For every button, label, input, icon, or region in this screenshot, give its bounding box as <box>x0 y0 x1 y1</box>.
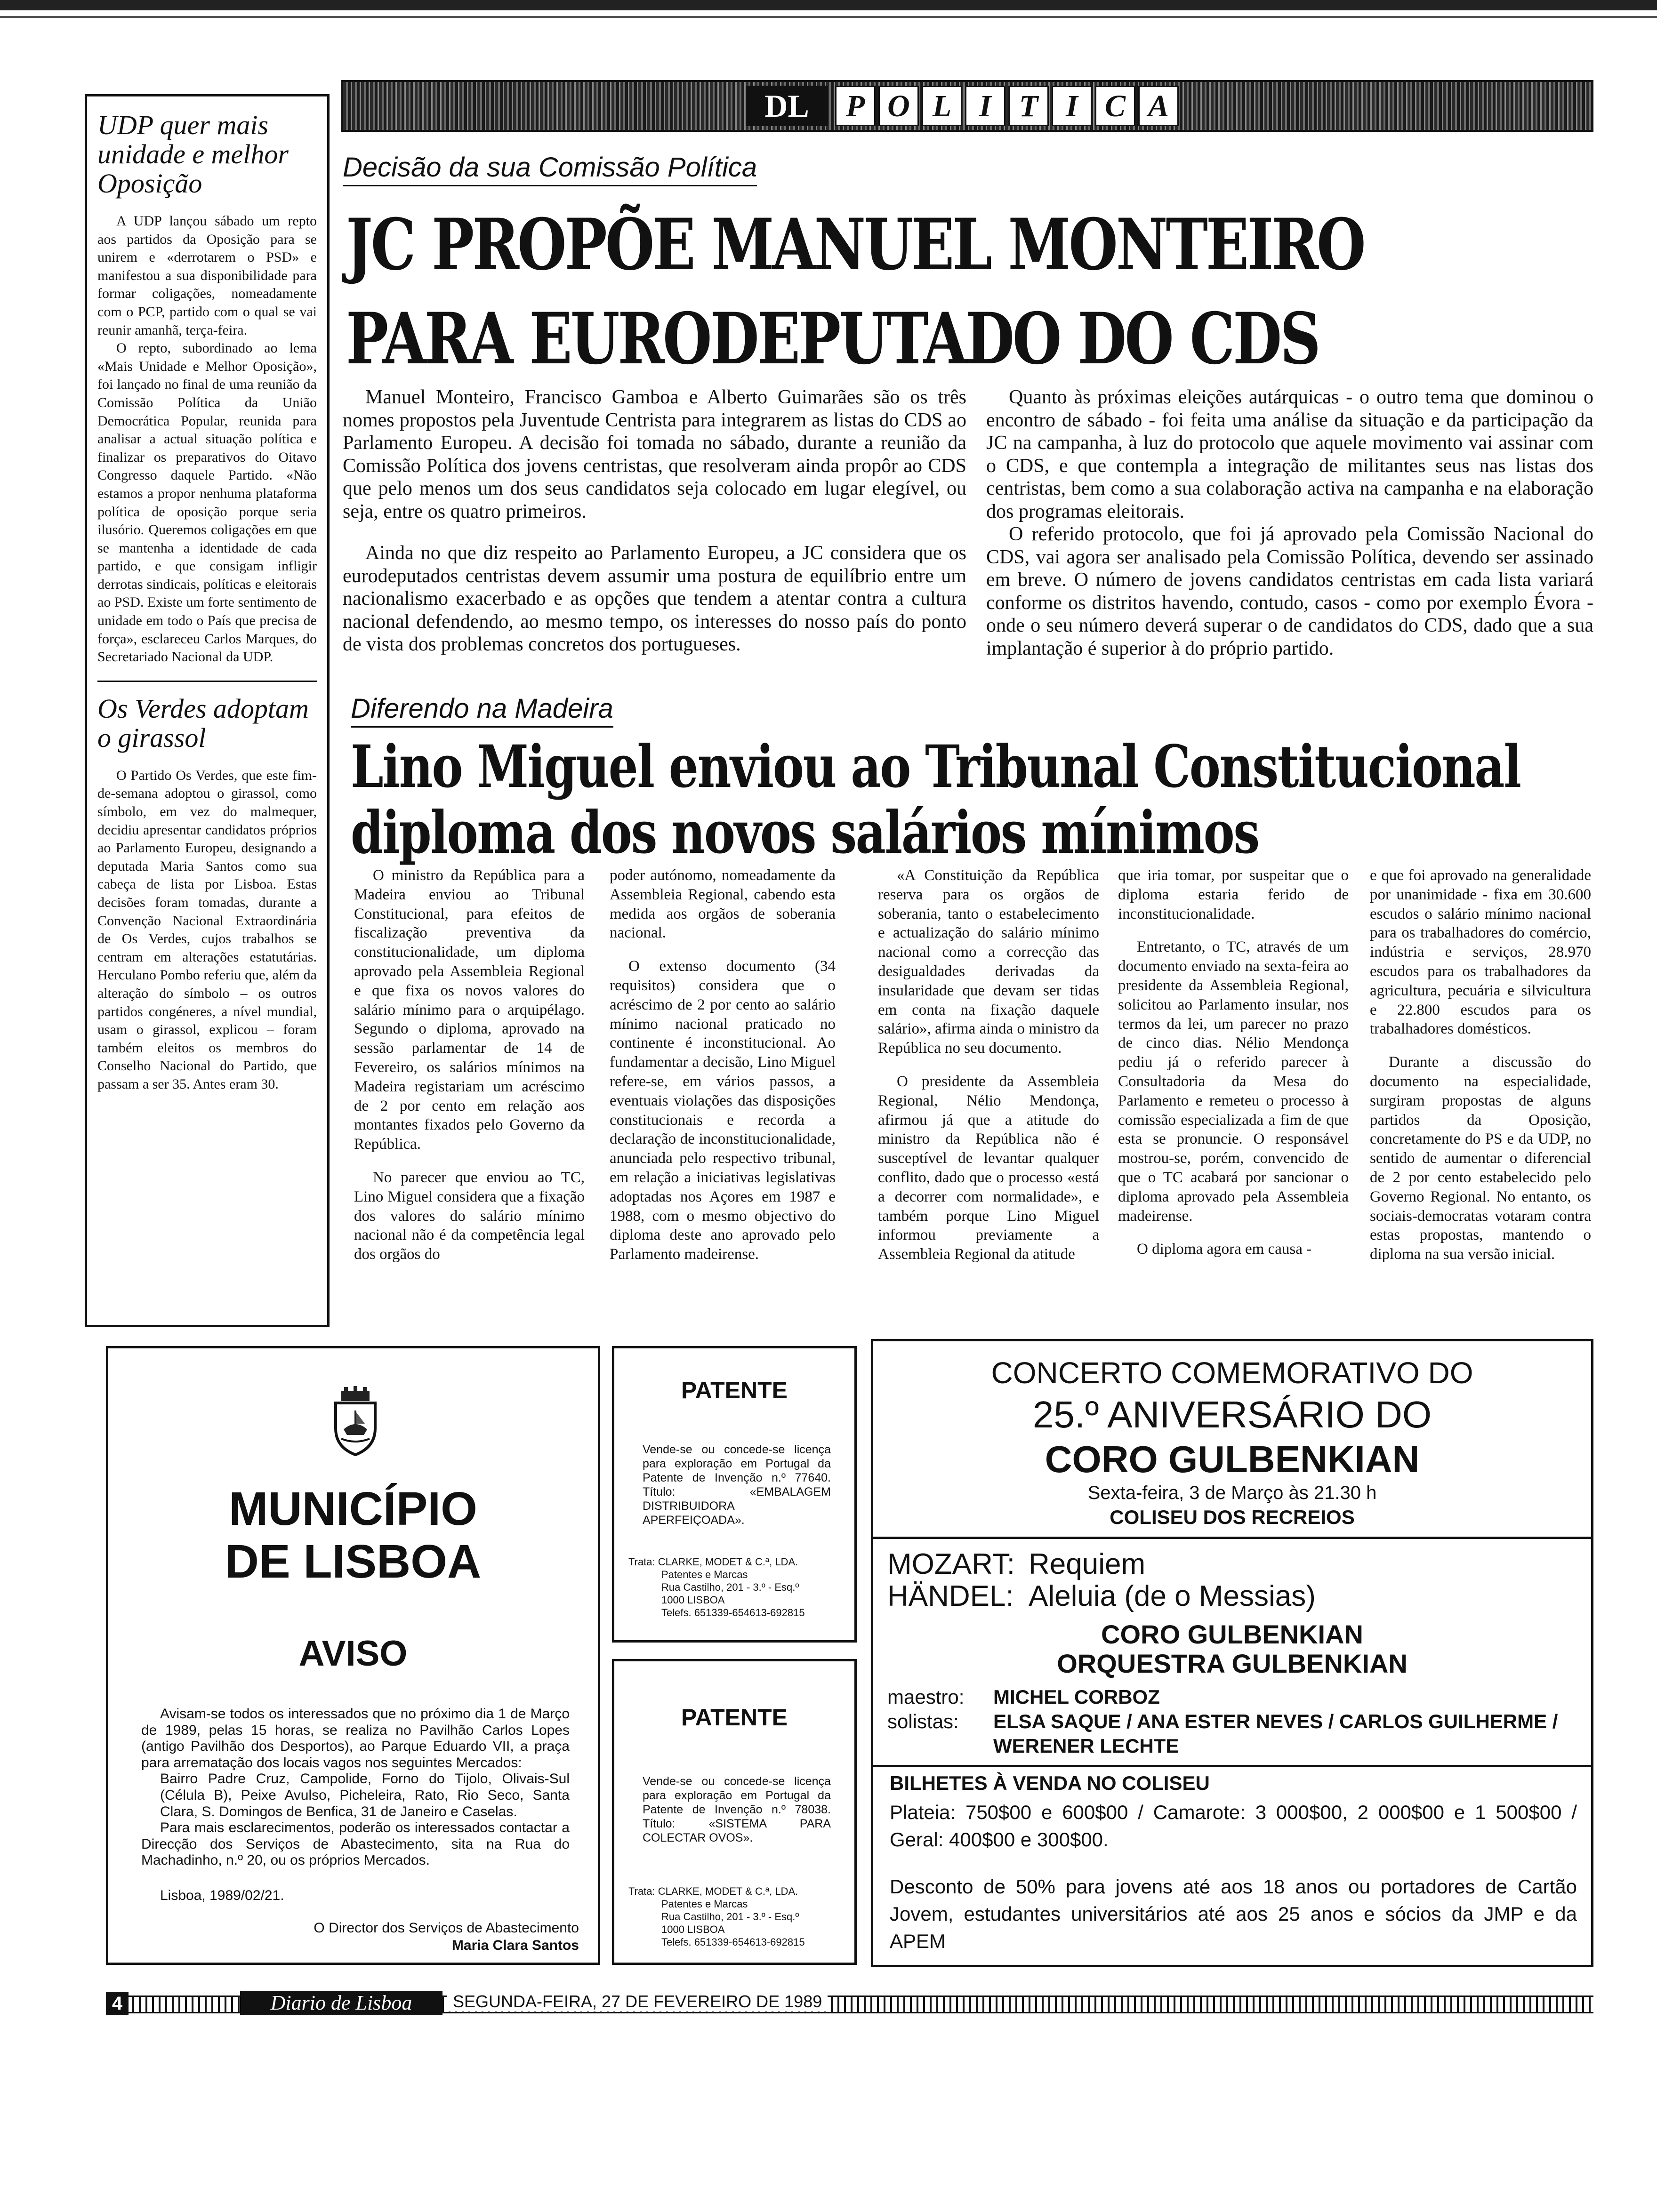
ad-patente-2 <box>612 1659 857 1965</box>
udp-body <box>97 212 317 666</box>
article2-paragraph: Durante a discussão do documento na especialidade, surgiram propostas de alguns partidos da Oposição, concretamente do PS e da UDP, no sentido de aumentar o diferencial de 2 por cento estabelecido pelo Governo Regional. No entanto, os sociais-democratas votaram contra estas propostas, mantendo o diploma na sua versão inicial. <box>1370 1054 1591 1263</box>
footer-date: SEGUNDA-FEIRA, 27 DE FEVEREIRO DE 1989 <box>447 1992 828 2012</box>
municipio-notice <box>141 1706 570 1904</box>
article2-kicker: Diferendo na Madeira <box>351 693 613 728</box>
tickets-heading: BILHETES À VENDA NO COLISEU <box>890 1772 1210 1794</box>
patent-contact <box>628 1555 845 1619</box>
lisbon-coat-of-arms-icon <box>327 1386 384 1457</box>
solistas-row <box>887 1709 1584 1758</box>
patent-title: PATENTE <box>681 1377 788 1403</box>
section-letter: O <box>878 86 919 126</box>
patent-text: Vende-se ou concede-se licença para exploração em Portugal da Patente de Invenção n.º 78038. Título: «SISTEMA PARA COLECTAR OVOS». <box>643 1775 831 1844</box>
udp-paragraph-2: O repto, subordinado ao lema «Mais Unidade e Melhor Oposição», foi lançado no final de uma reunião da Comissão Política da União Democrática Popular, reunida para analisar a actual situação política e finalizar os preparativos do Oitavo Congresso daquele Partido. «Não estamos a propor nenhuma plataforma política de oposição porque seria ilusório. Queremos coligações em que se mantenha a identidade de cada partido, e que consigam infligir derrotas sindicais, políticas e eleitorais ao PSD. Existe um forte sentimento de unidade em todo o País que precisa de força», esclareceu Carlos Marques, do Secretariado Nacional da UDP. <box>97 340 317 665</box>
ensemble-orchestra: ORQUESTRA GULBENKIAN <box>1057 1649 1408 1678</box>
article2-paragraph: O ministro da República para a Madeira enviou ao Tribunal Constitucional, para efeitos de fiscalização preventiva da constitucionalidade, um diploma aprovado pela Assembleia Regional e que fixa os novos valores do salário mínimo para o arquipélago. Segundo o diploma, aprovado na sessão parlamentar de 14 de Fevereiro, os salários mínimos na Madeira registariam um acréscimo de 2 por cento em relação aos montantes fixados pelo Governo da República. <box>354 867 585 1153</box>
municipio-title-line1: MUNICÍPIO <box>229 1483 477 1535</box>
section-letter: L <box>922 86 962 126</box>
udp-paragraph-1: A UDP lançou sábado um repto aos partidos da Oposição para se unirem e «derrotarem o PSD» e manifestou a sua disponibilidade para formar coligações, nomeadamente com o PCP, partido com o qual se vai reunir amanhã, terça-feira. <box>97 213 317 338</box>
article2-paragraph: e que foi aprovado na generalidade por unanimidade - fixa em 30.600 escudos o salário mínimo nacional para os trabalhadores do comércio, indústria e serviços, 28.970 escudos para os trabalhadores da agricultura, pecuária e silvicultura e 22.800 escudos para os trabalhadores domésticos. <box>1370 867 1591 1038</box>
concert-performers <box>887 1685 1584 1758</box>
patent-contact-line: Rua Castilho, 201 - 3.º - Esq.º <box>661 1581 799 1593</box>
article2-column-4 <box>1118 866 1349 1273</box>
article2-paragraph: O diploma agora em causa - <box>1137 1241 1312 1258</box>
solistas-label: solistas: <box>887 1710 959 1732</box>
verdes-paragraph-1: O Partido Os Verdes, que este fim-de-semana adoptou o girassol, como símbolo, em vez do malmequer, decidiu apresentar candidatos próprios ao Parlamento Europeu, designando a deputada Maria Santos como sua cabeça de lista por Lisboa. Estas decisões foram tomadas, durante a Convenção Nacional Extraordinária de Os Verdes, cujos trabalhos se centram em alterações estatutárias. Herculano Pombo referiu que, além da alteração do símbolo – os outros partidos congéneres, a nível mundial, usam o girassol, explicou – foram também eleitos os membros do Conselho Nacional do Partido, que passam a ser 35. Antes eram 30. <box>97 767 317 1092</box>
ensemble-choir: CORO GULBENKIAN <box>1101 1619 1363 1649</box>
article2-paragraph: O extenso documento (34 requisitos) considera que o acréscimo de 2 por cento ao salário mínimo nacional praticado no continente é inconstitucional. Ao fundamentar a decisão, Lino Miguel refere-se, em vários passos, a eventuais violações das disposições constitucionais e recorda a declaração de inconstitucionalidade, anunciada pelo respectivo tribunal, em relação a iniciativas legislativas adoptadas nos Açores em 1987 e 1988, com o mesmo objectivo do diploma deste ano aprovado pelo Parlamento madeirense. <box>610 958 836 1263</box>
dl-logo: DL <box>746 86 828 126</box>
composer: HÄNDEL: <box>887 1580 1014 1612</box>
patent-contact-line: 1000 LISBOA <box>661 1923 725 1935</box>
article1-headline-line1: JC PROPÕE MANUEL MONTEIRO <box>346 203 1364 286</box>
article2-column-5 <box>1370 866 1591 1278</box>
article2-column-2 <box>610 866 836 1278</box>
section-title <box>835 86 1182 126</box>
work: Aleluia (de o Messias) <box>1029 1580 1316 1612</box>
ad-municipio-lisboa <box>106 1346 600 1965</box>
patent-contact-line: Telefs. 651339-654613-692815 <box>661 1936 805 1948</box>
concert-line3: CORO GULBENKIAN <box>1045 1438 1420 1480</box>
patent-contact <box>628 1885 845 1948</box>
municipio-signature-name: Maria Clara Santos <box>451 1938 579 1953</box>
patent-title: PATENTE <box>681 1704 788 1731</box>
program-row <box>887 1580 1584 1612</box>
section-banner <box>341 80 1593 132</box>
section-letter: A <box>1138 86 1179 126</box>
concert-line2: 25.º ANIVERSÁRIO DO <box>1032 1394 1432 1435</box>
municipio-title-line2: DE LISBOA <box>225 1535 482 1588</box>
municipio-notice-paragraph: Avisam-se todos os interessados que no próximo dia 1 de Março de 1989, pelas 15 horas, se realiza no Pavilhão Carlos Lopes (antigo Pavilhão dos Desportos), ao Parque Eduardo VII, a praça para arrematação dos locais vagos nos seguintes Mercados: <box>141 1706 570 1771</box>
section-letter: T <box>1008 86 1049 126</box>
article2-paragraph: Entretanto, o TC, através de um documento enviado na sexta-feira ao presidente da Assembleia Regional, solicitou ao Parlamento insular, nos termos da lei, um parecer no prazo de cinco dias. Nélio Mendonça pediu já o referido parecer à Consultadoria da Mesa do Parlamento e remeteu o processo à comissão especializada a fim de que esta se pronuncie. O responsável mostrou-se, porém, convencido de que o TC acabará por sancionar o diploma aprovado pela Assembleia madeirense. <box>1118 938 1349 1225</box>
section-letter: I <box>965 86 1005 126</box>
udp-headline: UDP quer mais unidade e melhor Oposição <box>97 110 289 199</box>
municipio-notice-paragraph: Para mais esclarecimentos, poderão os interessados contactar a Direcção dos Serviços de Abastecimento, sita na Rua do Machadinho, n.º 20, ou os próprios Mercados. <box>141 1820 570 1868</box>
article1-column-1 <box>343 386 966 675</box>
concert-program <box>887 1548 1584 1612</box>
section-letter: P <box>835 86 876 126</box>
article2-column-1 <box>354 866 585 1278</box>
page-number: 4 <box>106 1992 129 2015</box>
concert-date: Sexta-feira, 3 de Março às 21.30 h <box>1087 1483 1377 1503</box>
concert-venue: COLISEU DOS RECREIOS <box>1110 1506 1355 1528</box>
sidebar-briefs <box>85 94 330 1327</box>
patent-contact-line: 1000 LISBOA <box>661 1594 725 1606</box>
article1-paragraph: Ainda no que diz respeito ao Parlamento Europeu, a JC considera que os eurodeputados centristas devem assumir uma postura de equilíbrio entre um nacionalismo exacerbado e as opções que tendem a atentar contra a cultura nacional defendendo, ao mesmo tempo, os interesses do nosso país do ponto de vista dos problemas concretos dos portugueses. <box>343 542 966 655</box>
article2-headline-line2: diploma dos novos salários mínimos <box>351 799 1259 867</box>
article1-column-2 <box>986 386 1593 679</box>
article2-paragraph: O presidente da Assembleia Regional, Nélio Mendonça, afirmou já que a atitude do ministro da República não é susceptível de levantar qualquer conflito, dado que o processo «está a decorrer com normalidade», e também porque Lino Miguel informou previamente a Assembleia Regional da atitude <box>878 1073 1099 1263</box>
solistas-names: ELSA SAQUE / ANA ESTER NEVES / CARLOS GUILHERME / WERENER LECHTE <box>993 1710 1558 1757</box>
patent-agent: Trata: CLARKE, MODET & C.ª, LDA. <box>628 1885 798 1897</box>
article1-paragraph: O referido protocolo, que foi já aprovado pela Comissão Nacional do CDS, vai agora ser analisado pela Comissão Política, devendo ser assinado em breve. O número de jovens candidatos centristas em cada lista variará conforme os distritos havendo, contudo, casos - como por exemplo Évora - onde o seu número deverá superar o de candidatos do CDS, dado que a sua implantação é superior à do próprio partido. <box>986 523 1593 659</box>
ad-concerto <box>871 1339 1593 1967</box>
article1-kicker: Decisão da sua Comissão Política <box>343 152 757 186</box>
article2-column-3 <box>878 866 1099 1278</box>
top-rule-thin <box>0 16 1657 18</box>
municipio-date: Lisboa, 1989/02/21. <box>160 1887 284 1903</box>
article1-paragraph: Manuel Monteiro, Francisco Gamboa e Alberto Guimarães são os três nomes propostos pela Juventude Centrista para integrarem as listas do CDS ao Parlamento Europeu. A decisão foi tomada no sábado, durante a reunião da Comissão Política dos jovens centristas, que resolveram ainda propôr ao CDS que pelo menos um dos seus candidatos seja colocado em lugar elegível, ou seja, entre os quatro primeiros. <box>343 386 966 522</box>
sidebar-divider <box>97 681 317 682</box>
verdes-body <box>97 767 317 1094</box>
article2-paragraph: poder autónomo, nomeadamente da Assembleia Regional, cabendo esta medida aos orgãos de soberania nacional. <box>610 867 836 942</box>
patent-text: Vende-se ou concede-se licença para exploração em Portugal da Patente de Invenção n.º 77640. Título: «EMBALAGEM DISTRIBUIDORA APERFEIÇOADA». <box>643 1443 831 1527</box>
tickets-prices: Plateia: 750$00 e 600$00 / Camarote: 3 000$00, 2 000$00 e 1 500$00 / Geral: 400$00 e 300$00. <box>890 1801 1577 1851</box>
maestro-label: maestro: <box>887 1686 965 1708</box>
work: Requiem <box>1029 1548 1146 1580</box>
municipio-markets-list: Bairro Padre Cruz, Campolide, Forno do Tijolo, Olivais-Sul (Célula B), Peixe Avulso, Picheleira, Rato, Rio Seco, Santa Clara, S. Domingos de Benfica, 31 de Janeiro e Caselas. <box>160 1771 570 1819</box>
composer: MOZART: <box>887 1548 1015 1580</box>
article2-headline-line1: Lino Miguel enviou ao Tribunal Constitucional <box>351 733 1520 801</box>
maestro-row <box>887 1685 1584 1709</box>
patent-contact-line: Telefs. 651339-654613-692815 <box>661 1607 805 1619</box>
article2-paragraph: que iria tomar, por suspeitar que o diploma estaria ferido de inconstitucionalidade. <box>1118 867 1349 922</box>
program-row <box>887 1548 1584 1580</box>
section-letter: I <box>1052 86 1092 126</box>
ad-patente-1 <box>612 1346 857 1643</box>
article1-headline-line2: PARA EURODEPUTADO DO CDS <box>346 297 1319 380</box>
municipio-signature-role: O Director dos Serviços de Abastecimento <box>314 1920 579 1936</box>
patent-agent: Trata: CLARKE, MODET & C.ª, LDA. <box>628 1556 798 1568</box>
maestro-name: MICHEL CORBOZ <box>993 1686 1160 1708</box>
concert-line1: CONCERTO COMEMORATIVO DO <box>991 1356 1473 1390</box>
concert-divider <box>873 1537 1591 1539</box>
article2-paragraph: «A Constituição da República reserva para os orgãos de soberania, tanto o estabelecimento e actualização do salário mínimo nacional como a correcção das desigualdades derivadas da insularidade que devam ser tidas em conta na fixação daquele salário», afirma ainda o ministro da República no seu documento. <box>878 867 1099 1057</box>
aviso-title: AVISO <box>298 1634 408 1674</box>
footer-masthead: Diario de Lisboa <box>240 1991 442 2015</box>
article2-paragraph: No parecer que enviou ao TC, Lino Miguel considera que a fixação dos valores do salário mínimo nacional não é da competência legal dos orgãos do <box>354 1169 585 1263</box>
article1-paragraph: Quanto às próximas eleições autárquicas - o outro tema que dominou o encontro de sábado - foi feita uma análise da situação e da participação da JC na campanha, à luz do protocolo que aquele movimento vai assinar com o CDS, e que contempla a integração de militantes seus nas listas dos centristas, bem como a sua colaboração activa na campanha e na elaboração dos programas eleitorais. <box>986 386 1593 522</box>
patent-contact-line: Patentes e Marcas <box>661 1898 748 1910</box>
patent-contact-line: Patentes e Marcas <box>661 1569 748 1580</box>
section-letter: C <box>1095 86 1135 126</box>
tickets-discount: Desconto de 50% para jovens até aos 18 anos ou portadores de Cartão Jovem, estudantes universitários até aos 25 anos e sócios da JMP e da APEM <box>890 1875 1577 1952</box>
patent-contact-line: Rua Castilho, 201 - 3.º - Esq.º <box>661 1911 799 1923</box>
top-rule <box>0 0 1657 10</box>
concert-divider <box>873 1765 1591 1767</box>
verdes-headline: Os Verdes adoptam o girassol <box>97 693 309 753</box>
